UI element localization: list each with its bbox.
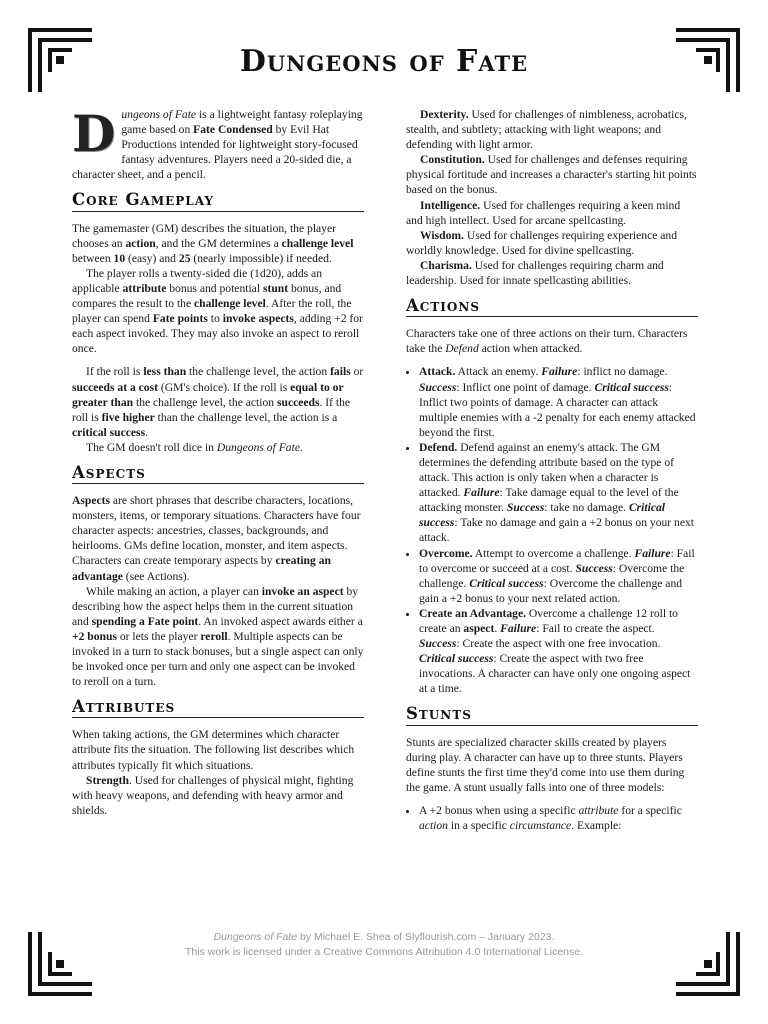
actions-intro: Characters take one of three actions on their turn. Characters take the Defend action when attacked. — [406, 327, 688, 356]
footer-license: This work is licensed under a Creative Commons Attribution 4.0 International License. — [184, 946, 584, 958]
core-paragraph: The player rolls a twenty-sided die (1d20), adds an applicable attribute bonus and potential stunt bonus, and compares the result to the challenge level. After the roll, the player can spend Fate points to invoke aspects, adding +2 for each aspect invoked. They may also invoke an aspect to reroll once. — [72, 266, 363, 356]
stunts-intro: Stunts are specialized character skills created by players during play. A character can have up to three stunts. Players define stunts the first time they'd come into use them during the game. A stunt usually falls into one of three models: — [406, 735, 685, 794]
list-item: • Overcome. Attempt to overcome a challenge. Failure: Fail to overcome or succeed at a cost. Success: Overcome the challenge. Critical success: Overcome the challenge and gain a +2 bonus to your next related action. — [419, 546, 698, 606]
drop-cap: D — [72, 104, 116, 163]
attribute-item: Constitution. Used for challenges and defenses requiring physical fortitude and increases a character's starting hit points based on the bonus. — [406, 153, 697, 197]
attribute-item: Strength. Used for challenges of physical might, fighting with heavy weapons, and defending with heavy armor and shields. — [72, 773, 354, 817]
attribute-item: Dexterity. Used for challenges of nimbleness, acrobatics, stealth, and subtlety; attacking with light weapons; and defending with light armor. — [406, 108, 687, 152]
right-column — [406, 107, 698, 833]
list-item: • Defend. Defend against an enemy's attack. The GM determines the defending attribute based on the type of attack. This action is only taken when a character is attacked. Failure: Take damage equal to the level of the attacking monster. Success: take no damage. Critical success: Take no damage and gain a +2 bonus on your next attack. — [419, 440, 698, 546]
attribute-item: Charisma. Used for challenges requiring charm and leadership. Used for innate spellcasting abilities. — [406, 258, 664, 288]
section-heading-attributes: Attributes — [72, 699, 364, 718]
page-title: Dungeons of Fate — [239, 44, 529, 79]
attribute-item: Wisdom. Used for challenges requiring experience and worldly knowledge. Used for divine spellcasting. — [406, 228, 678, 257]
actions-list — [406, 364, 698, 696]
list-item: • A +2 bonus when using a specific attribute for a specific action in a specific circumstance. Example: — [419, 803, 698, 833]
footer — [0, 930, 768, 960]
left-column — [72, 104, 364, 818]
intro-paragraph: Dungeons of Fate is a lightweight fantasy roleplaying game based on Fate Condensed by Evil Hat Productions intended for lightweight story-focused fantasy adventures. Players need a 20-sided die, a character sheet, and a pencil. — [72, 104, 363, 182]
attribute-item: Intelligence. Used for challenges requiring a keen mind and high intellect. Used for arcane spellcasting. — [406, 198, 681, 227]
list-item: • Create an Advantage. Overcome a challenge 12 roll to create an aspect. Failure: Fail to create the aspect. Success: Create the aspect with one free invocation. Critical success: Create the aspect with two free invocations. A character can have only one ongoing aspect at a time. — [419, 606, 698, 697]
section-heading-aspects: Aspects — [72, 465, 364, 484]
core-paragraph: The GM doesn't roll dice in Dungeons of Fate. — [86, 440, 303, 454]
aspects-paragraph: Aspects are short phrases that describe characters, locations, monsters, items, or temporary situations. Characters have four character aspects: ancestries, classes, backgrounds, and heirlooms. GMs define location, monster, and item aspects. Characters can create temporary aspects by creating an advantage (see Actions). — [72, 494, 361, 583]
footer-credit: Dungeons of Fate by Michael E. Shea of Slyflourish.com – January 2023. — [213, 931, 555, 943]
section-heading-actions: Actions — [406, 298, 698, 317]
attributes-intro: When taking actions, the GM determines which character attribute fits the situation. The following list describes which attributes typically fit which situations. — [72, 728, 355, 772]
core-paragraph: The gamemaster (GM) describes the situation, the player chooses an action, and the GM determines a challenge level between 10 (easy) and 25 (nearly impossible) if needed. — [72, 221, 354, 265]
list-item: • Attack. Attack an enemy. Failure: inflict no damage. Success: Inflict one point of damage. Critical success: Inflict two points of damage. A character can attack multiple enemies with a -2 penalty for each enemy attacked beyond the first. — [419, 364, 698, 439]
section-heading-core-gameplay: Core Gameplay — [72, 192, 364, 211]
core-paragraph: If the roll is less than the challenge level, the action fails or succeeds at a cost (GM's choice). If the roll is equal to or greater than the challenge level, the action succeeds. If the roll is five higher than the challenge level, the action is a critical success. — [72, 365, 364, 439]
stunts-list — [406, 803, 698, 833]
aspects-paragraph: While making an action, a player can invoke an aspect by describing how the aspect helps them in the current situation and spending a Fate point. An invoked aspect awards either a +2 bonus or lets the player reroll. Multiple aspects can be invoked in a turn to stack bonuses, but a single aspect can only be invoked once per turn and only one aspect can be invoked to reroll on a turn. — [72, 584, 364, 689]
section-heading-stunts: Stunts — [406, 706, 698, 725]
